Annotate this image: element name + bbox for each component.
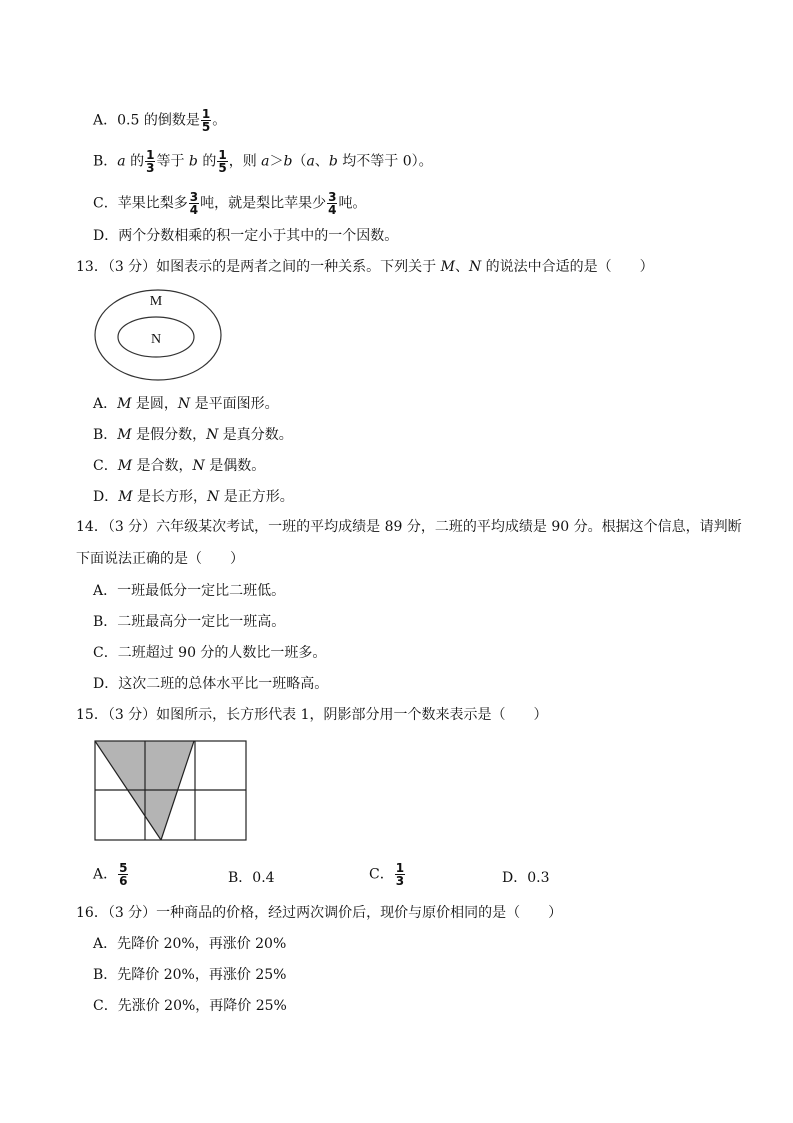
- fraction-denominator: 3: [146, 161, 155, 175]
- q13-option-b: [93, 426, 293, 444]
- q13-option-c: [93, 457, 265, 475]
- option-label: A．: [93, 112, 118, 129]
- option-text: 先涨价 20%，再降价 25%: [117, 998, 287, 1014]
- q14-stem-line1: 14．（3 分）六年级某次考试，一班的平均成绩是 89 分，二班的平均成绩是 90 分。根据这个信息，请判断: [76, 519, 742, 535]
- fraction: [189, 191, 199, 216]
- option-label: A．: [93, 936, 118, 952]
- option-text: 是合数，: [132, 458, 193, 474]
- option-label: B．: [93, 427, 118, 443]
- option-label: A．: [93, 396, 118, 412]
- q16-option-c: [93, 997, 287, 1015]
- option-text: 均不等于 0）。: [337, 153, 433, 170]
- option-label: B．: [228, 870, 253, 886]
- fraction-denominator: 5: [201, 120, 211, 134]
- q14-option-b: [93, 613, 285, 631]
- option-label: C．: [93, 195, 118, 212]
- q12-option-d: [93, 227, 398, 245]
- q13-option-a: [93, 395, 279, 413]
- q14-option-a: [93, 582, 285, 600]
- variable: N: [177, 396, 191, 412]
- variable: N: [192, 458, 205, 474]
- stem-text: 、: [454, 259, 469, 275]
- fraction-numerator: 1: [146, 148, 155, 162]
- option-text: 二班最高分一定比一班高。: [117, 614, 286, 630]
- q13-option-d: [93, 488, 294, 506]
- q14-option-c: [93, 644, 326, 662]
- q12-option-b: [93, 149, 433, 174]
- option-text: 先降价 20%，再涨价 20%: [117, 936, 287, 952]
- option-label: C．: [369, 866, 394, 883]
- option-text: 是圆，: [131, 396, 178, 412]
- option-text: 二班超过 90 分的人数比一班多。: [117, 645, 327, 661]
- q13-stem: [76, 258, 654, 276]
- q15-option-d: [502, 869, 550, 887]
- option-text: 的: [197, 153, 217, 170]
- option-text: 等于: [156, 153, 189, 170]
- stem-text: 的说法中合适的是（ ）: [481, 259, 654, 275]
- option-text: 是平面图形。: [190, 396, 279, 412]
- grid-figure: [93, 739, 249, 843]
- variable: M: [117, 396, 132, 412]
- option-text: 苹果比梨多: [117, 195, 188, 212]
- variable: M: [117, 427, 132, 443]
- q12-option-a: [93, 108, 226, 133]
- fraction-denominator: 4: [189, 203, 199, 217]
- option-label: D．: [93, 228, 119, 244]
- q14-option-d: [93, 675, 328, 693]
- option-text: 是真分数。: [218, 427, 293, 443]
- option-text: （: [292, 153, 307, 170]
- fraction-numerator: 1: [395, 861, 405, 875]
- option-text: 0.4: [252, 870, 275, 886]
- option-text: 是偶数。: [204, 458, 266, 474]
- fraction-denominator: 5: [218, 161, 227, 175]
- option-text: 先降价 20%，再涨价 25%: [117, 967, 287, 983]
- option-label: B．: [93, 967, 118, 983]
- option-label: D．: [93, 676, 119, 692]
- q14-stem-line2: 下面说法正确的是（ ）: [76, 551, 244, 567]
- fraction: [145, 149, 155, 174]
- q16-option-b: [93, 966, 286, 984]
- q15-option-a: [93, 862, 129, 887]
- option-label: C．: [93, 998, 118, 1014]
- option-text: 、: [314, 153, 329, 170]
- option-text: 一班最低分一定比二班低。: [117, 583, 286, 599]
- option-text: 0.5 的倒数是: [117, 112, 200, 129]
- option-text: ，则: [228, 153, 262, 170]
- variable: b: [283, 153, 293, 170]
- fraction-numerator: 3: [189, 190, 199, 204]
- option-text: 吨。: [338, 195, 367, 212]
- option-text: 是长方形，: [132, 489, 208, 505]
- option-text: 是正方形。: [219, 489, 294, 505]
- stem-text: 13．（3 分）如图表示的是两者之间的一种关系。下列关于: [76, 259, 441, 275]
- variable: M: [118, 489, 133, 505]
- variable: b: [328, 153, 338, 170]
- fraction-denominator: 4: [328, 203, 337, 217]
- fraction-denominator: 3: [395, 874, 405, 888]
- option-text: ＞: [269, 153, 284, 170]
- variable: b: [188, 153, 198, 170]
- fraction: [217, 149, 227, 174]
- option-label: C．: [93, 645, 118, 661]
- variable: a: [306, 153, 315, 170]
- variable: N: [206, 427, 219, 443]
- option-text: 吨，就是梨比苹果少: [200, 195, 327, 212]
- venn-diagram: [92, 286, 224, 384]
- option-text: 两个分数相乘的积一定小于其中的一个因数。: [118, 228, 399, 244]
- fraction-denominator: 6: [119, 874, 128, 888]
- variable: N: [207, 489, 220, 505]
- fraction-numerator: 1: [218, 148, 227, 162]
- inner-label: N: [150, 332, 162, 347]
- option-label: A．: [93, 866, 118, 883]
- variable: a: [261, 153, 270, 170]
- option-label: A．: [93, 583, 118, 599]
- fraction: [395, 862, 405, 887]
- fraction-numerator: 3: [328, 190, 337, 204]
- fraction-numerator: 5: [119, 861, 128, 875]
- option-label: C．: [93, 458, 118, 474]
- q15-stem: 15．（3 分）如图所示，长方形代表 1，阴影部分用一个数来表示是（ ）: [76, 707, 548, 723]
- q16-option-a: [93, 935, 286, 953]
- fraction: [118, 862, 128, 887]
- option-label: D．: [502, 870, 528, 886]
- variable: N: [468, 259, 482, 275]
- fraction-numerator: 1: [201, 107, 211, 121]
- option-label: D．: [93, 489, 119, 505]
- q15-option-b: [228, 869, 275, 887]
- option-text: 这次二班的总体水平比一班略高。: [118, 676, 329, 692]
- option-text: 。: [212, 112, 227, 129]
- fraction: [201, 108, 211, 133]
- option-label: B．: [93, 153, 118, 170]
- q16-stem: 16．（3 分）一种商品的价格，经过两次调价后，现价与原价相同的是（ ）: [76, 905, 563, 921]
- outer-label: M: [149, 294, 163, 309]
- option-label: B．: [93, 614, 118, 630]
- variable: M: [117, 458, 133, 474]
- variable: a: [117, 153, 126, 170]
- variable: M: [440, 259, 455, 275]
- option-text: 是假分数，: [131, 427, 207, 443]
- q12-option-c: [93, 191, 366, 216]
- q15-option-c: [369, 862, 406, 887]
- option-text: 0.3: [527, 870, 550, 886]
- option-text: 的: [125, 153, 145, 170]
- fraction: [327, 191, 337, 216]
